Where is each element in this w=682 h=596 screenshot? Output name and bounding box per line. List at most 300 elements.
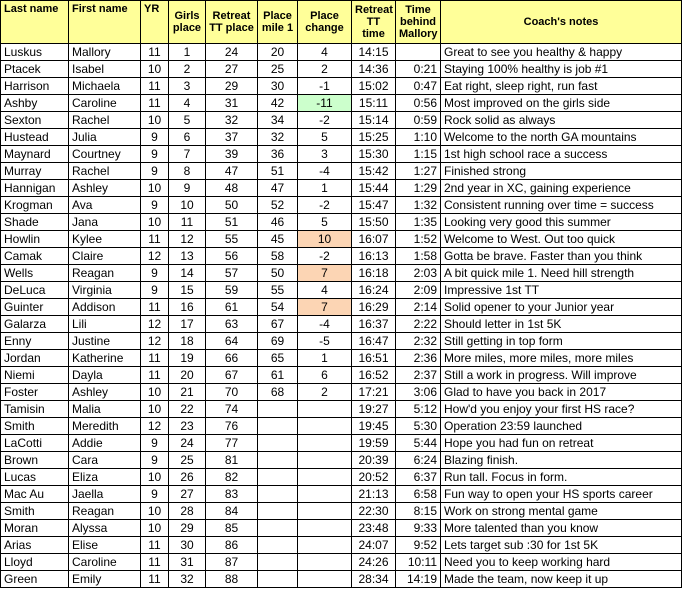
cell-yr: 11 bbox=[141, 571, 169, 588]
cell-last-name: Mac Au bbox=[1, 486, 69, 503]
cell-first-name: Addison bbox=[69, 299, 141, 316]
cell-yr: 9 bbox=[141, 146, 169, 163]
cell-girls-place: 13 bbox=[169, 248, 206, 265]
cell-yr: 11 bbox=[141, 554, 169, 571]
table-row bbox=[1, 231, 682, 248]
cell-girls-place: 21 bbox=[169, 384, 206, 401]
cell-yr: 10 bbox=[141, 401, 169, 418]
cell-first-name: Reagan bbox=[69, 503, 141, 520]
cell-place-change: 4 bbox=[298, 282, 352, 299]
cell-coach-notes: Operation 23:59 launched bbox=[441, 418, 682, 435]
cell-place-mile-1 bbox=[258, 401, 298, 418]
cell-time-behind: 1:29 bbox=[396, 180, 441, 197]
cell-place-change: 1 bbox=[298, 350, 352, 367]
cell-first-name: Cara bbox=[69, 452, 141, 469]
cell-first-name: Julia bbox=[69, 129, 141, 146]
cell-time-behind: 2:36 bbox=[396, 350, 441, 367]
cell-retreat-tt-time: 15:42 bbox=[352, 163, 396, 180]
cell-place-mile-1: 65 bbox=[258, 350, 298, 367]
cell-yr: 9 bbox=[141, 265, 169, 282]
cell-coach-notes: Work on strong mental game bbox=[441, 503, 682, 520]
cell-retreat-tt-place: 31 bbox=[206, 95, 258, 112]
cell-coach-notes: Hope you had fun on retreat bbox=[441, 435, 682, 452]
cell-time-behind: 1:35 bbox=[396, 214, 441, 231]
cell-time-behind: 1:27 bbox=[396, 163, 441, 180]
cell-last-name: Harrison bbox=[1, 78, 69, 95]
cell-last-name: Shade bbox=[1, 214, 69, 231]
cell-place-change: -4 bbox=[298, 316, 352, 333]
cell-first-name: Elise bbox=[69, 537, 141, 554]
cell-retreat-tt-place: 64 bbox=[206, 333, 258, 350]
table-row bbox=[1, 180, 682, 197]
cell-last-name: Brown bbox=[1, 452, 69, 469]
cell-coach-notes: Blazing finish. bbox=[441, 452, 682, 469]
cell-place-change bbox=[298, 418, 352, 435]
cell-place-mile-1: 51 bbox=[258, 163, 298, 180]
cell-yr: 11 bbox=[141, 367, 169, 384]
cell-yr: 11 bbox=[141, 231, 169, 248]
cell-girls-place: 31 bbox=[169, 554, 206, 571]
header-place-change: Place change bbox=[298, 1, 352, 44]
cell-girls-place: 3 bbox=[169, 78, 206, 95]
cell-coach-notes: Should letter in 1st 5K bbox=[441, 316, 682, 333]
header-retreat-tt-place: Retreat TT place bbox=[206, 1, 258, 44]
cell-yr: 9 bbox=[141, 129, 169, 146]
cell-place-change bbox=[298, 537, 352, 554]
cell-first-name: Jaella bbox=[69, 486, 141, 503]
cell-yr: 9 bbox=[141, 163, 169, 180]
table-row bbox=[1, 146, 682, 163]
cell-last-name: Guinter bbox=[1, 299, 69, 316]
cell-retreat-tt-time: 16:07 bbox=[352, 231, 396, 248]
cell-last-name: Arias bbox=[1, 537, 69, 554]
cell-yr: 12 bbox=[141, 333, 169, 350]
cell-yr: 9 bbox=[141, 486, 169, 503]
cell-place-change bbox=[298, 520, 352, 537]
cell-yr: 10 bbox=[141, 180, 169, 197]
cell-first-name: Caroline bbox=[69, 554, 141, 571]
cell-girls-place: 20 bbox=[169, 367, 206, 384]
cell-retreat-tt-time: 24:07 bbox=[352, 537, 396, 554]
cell-time-behind: 2:37 bbox=[396, 367, 441, 384]
cell-place-mile-1: 55 bbox=[258, 282, 298, 299]
header-place-mile-1: Place mile 1 bbox=[258, 1, 298, 44]
cell-yr: 10 bbox=[141, 61, 169, 78]
cell-girls-place: 24 bbox=[169, 435, 206, 452]
cell-retreat-tt-place: 81 bbox=[206, 452, 258, 469]
cell-retreat-tt-place: 59 bbox=[206, 282, 258, 299]
cell-retreat-tt-place: 61 bbox=[206, 299, 258, 316]
header-time-behind: Time behind Mallory bbox=[396, 1, 441, 44]
cell-coach-notes: Still a work in progress. Will improve bbox=[441, 367, 682, 384]
cell-last-name: Wells bbox=[1, 265, 69, 282]
cell-place-change bbox=[298, 554, 352, 571]
cell-retreat-tt-time: 16:51 bbox=[352, 350, 396, 367]
cell-first-name: Mallory bbox=[69, 44, 141, 61]
cell-retreat-tt-time: 15:44 bbox=[352, 180, 396, 197]
cell-girls-place: 14 bbox=[169, 265, 206, 282]
cell-place-mile-1: 67 bbox=[258, 316, 298, 333]
cell-retreat-tt-time: 21:13 bbox=[352, 486, 396, 503]
cell-place-mile-1: 45 bbox=[258, 231, 298, 248]
cell-yr: 9 bbox=[141, 435, 169, 452]
cell-place-change: 10 bbox=[298, 231, 352, 248]
cell-girls-place: 12 bbox=[169, 231, 206, 248]
table-row bbox=[1, 350, 682, 367]
table-row bbox=[1, 435, 682, 452]
cell-last-name: Ashby bbox=[1, 95, 69, 112]
cell-yr: 10 bbox=[141, 214, 169, 231]
cell-yr: 11 bbox=[141, 299, 169, 316]
cell-yr: 11 bbox=[141, 537, 169, 554]
cell-girls-place: 7 bbox=[169, 146, 206, 163]
cell-place-change bbox=[298, 486, 352, 503]
cell-coach-notes: Fun way to open your HS sports career bbox=[441, 486, 682, 503]
cell-girls-place: 19 bbox=[169, 350, 206, 367]
cell-time-behind: 5:30 bbox=[396, 418, 441, 435]
cell-girls-place: 9 bbox=[169, 180, 206, 197]
cell-yr: 9 bbox=[141, 197, 169, 214]
cell-yr: 12 bbox=[141, 248, 169, 265]
cell-retreat-tt-time: 15:50 bbox=[352, 214, 396, 231]
cell-yr: 12 bbox=[141, 418, 169, 435]
cell-place-change: 5 bbox=[298, 214, 352, 231]
cell-retreat-tt-place: 82 bbox=[206, 469, 258, 486]
cell-first-name: Eliza bbox=[69, 469, 141, 486]
table-row bbox=[1, 163, 682, 180]
cell-time-behind: 1:15 bbox=[396, 146, 441, 163]
cell-retreat-tt-place: 66 bbox=[206, 350, 258, 367]
cell-girls-place: 15 bbox=[169, 282, 206, 299]
cell-first-name: Courtney bbox=[69, 146, 141, 163]
cell-retreat-tt-place: 39 bbox=[206, 146, 258, 163]
cell-place-change: -1 bbox=[298, 78, 352, 95]
cell-time-behind: 14:19 bbox=[396, 571, 441, 588]
cell-last-name: Lucas bbox=[1, 469, 69, 486]
cell-retreat-tt-place: 77 bbox=[206, 435, 258, 452]
cell-place-change: 7 bbox=[298, 265, 352, 282]
cell-last-name: Tamisin bbox=[1, 401, 69, 418]
table-row bbox=[1, 299, 682, 316]
cell-place-mile-1 bbox=[258, 554, 298, 571]
cell-last-name: Camak bbox=[1, 248, 69, 265]
cell-coach-notes: Welcome to West. Out too quick bbox=[441, 231, 682, 248]
cell-girls-place: 1 bbox=[169, 44, 206, 61]
cell-place-mile-1 bbox=[258, 418, 298, 435]
cell-first-name: Addie bbox=[69, 435, 141, 452]
cell-coach-notes: Staying 100% healthy is job #1 bbox=[441, 61, 682, 78]
cell-first-name: Rachel bbox=[69, 163, 141, 180]
cell-coach-notes: 2nd year in XC, gaining experience bbox=[441, 180, 682, 197]
cell-retreat-tt-time: 16:24 bbox=[352, 282, 396, 299]
cell-last-name: Green bbox=[1, 571, 69, 588]
cell-place-mile-1: 25 bbox=[258, 61, 298, 78]
cell-retreat-tt-place: 47 bbox=[206, 163, 258, 180]
cell-girls-place: 30 bbox=[169, 537, 206, 554]
cell-place-mile-1: 61 bbox=[258, 367, 298, 384]
cell-last-name: Moran bbox=[1, 520, 69, 537]
cell-place-mile-1: 69 bbox=[258, 333, 298, 350]
cell-coach-notes: More talented than you know bbox=[441, 520, 682, 537]
cell-time-behind: 8:15 bbox=[396, 503, 441, 520]
cell-coach-notes: Run tall. Focus in form. bbox=[441, 469, 682, 486]
cell-retreat-tt-place: 86 bbox=[206, 537, 258, 554]
cell-place-mile-1 bbox=[258, 503, 298, 520]
cell-first-name: Virginia bbox=[69, 282, 141, 299]
cell-time-behind: 3:06 bbox=[396, 384, 441, 401]
cell-retreat-tt-time: 15:14 bbox=[352, 112, 396, 129]
cell-retreat-tt-time: 16:29 bbox=[352, 299, 396, 316]
cell-last-name: Luskus bbox=[1, 44, 69, 61]
cell-place-mile-1 bbox=[258, 537, 298, 554]
cell-coach-notes: Need you to keep working hard bbox=[441, 554, 682, 571]
cell-yr: 10 bbox=[141, 384, 169, 401]
cell-place-mile-1 bbox=[258, 435, 298, 452]
cell-first-name: Kylee bbox=[69, 231, 141, 248]
cell-place-change: 5 bbox=[298, 129, 352, 146]
cell-girls-place: 29 bbox=[169, 520, 206, 537]
cell-time-behind: 2:32 bbox=[396, 333, 441, 350]
cell-place-change: -2 bbox=[298, 197, 352, 214]
cell-coach-notes: Rock solid as always bbox=[441, 112, 682, 129]
cell-girls-place: 23 bbox=[169, 418, 206, 435]
cell-retreat-tt-time: 15:25 bbox=[352, 129, 396, 146]
cell-last-name: Howlin bbox=[1, 231, 69, 248]
cell-place-change: 2 bbox=[298, 61, 352, 78]
cell-retreat-tt-place: 63 bbox=[206, 316, 258, 333]
cell-time-behind: 6:58 bbox=[396, 486, 441, 503]
cell-retreat-tt-time: 16:52 bbox=[352, 367, 396, 384]
cell-yr: 11 bbox=[141, 95, 169, 112]
cell-time-behind: 6:24 bbox=[396, 452, 441, 469]
table-row bbox=[1, 265, 682, 282]
cell-coach-notes: Most improved on the girls side bbox=[441, 95, 682, 112]
cell-last-name: Foster bbox=[1, 384, 69, 401]
cell-retreat-tt-time: 20:39 bbox=[352, 452, 396, 469]
cell-place-mile-1: 54 bbox=[258, 299, 298, 316]
cell-yr: 10 bbox=[141, 112, 169, 129]
cell-retreat-tt-time: 23:48 bbox=[352, 520, 396, 537]
header-row bbox=[1, 1, 682, 44]
cell-time-behind: 0:59 bbox=[396, 112, 441, 129]
cell-last-name: Murray bbox=[1, 163, 69, 180]
cell-retreat-tt-time: 15:47 bbox=[352, 197, 396, 214]
cell-time-behind: 1:10 bbox=[396, 129, 441, 146]
cell-place-change: -2 bbox=[298, 112, 352, 129]
cell-place-mile-1: 47 bbox=[258, 180, 298, 197]
table-row bbox=[1, 469, 682, 486]
cell-retreat-tt-time: 16:18 bbox=[352, 265, 396, 282]
table-row bbox=[1, 129, 682, 146]
cell-retreat-tt-place: 56 bbox=[206, 248, 258, 265]
table-row bbox=[1, 44, 682, 61]
cell-time-behind: 5:12 bbox=[396, 401, 441, 418]
cell-place-change bbox=[298, 452, 352, 469]
table-row bbox=[1, 520, 682, 537]
cell-place-change: -4 bbox=[298, 163, 352, 180]
cell-place-change: 6 bbox=[298, 367, 352, 384]
cell-time-behind: 2:03 bbox=[396, 265, 441, 282]
cell-place-change: -5 bbox=[298, 333, 352, 350]
cell-time-behind: 9:52 bbox=[396, 537, 441, 554]
cell-coach-notes: More miles, more miles, more miles bbox=[441, 350, 682, 367]
cell-yr: 10 bbox=[141, 520, 169, 537]
cell-place-mile-1 bbox=[258, 520, 298, 537]
results-body bbox=[1, 44, 682, 588]
cell-retreat-tt-place: 70 bbox=[206, 384, 258, 401]
cell-retreat-tt-place: 57 bbox=[206, 265, 258, 282]
cell-retreat-tt-time: 15:30 bbox=[352, 146, 396, 163]
cell-first-name: Caroline bbox=[69, 95, 141, 112]
cell-retreat-tt-time: 28:34 bbox=[352, 571, 396, 588]
cell-yr: 10 bbox=[141, 503, 169, 520]
cell-yr: 10 bbox=[141, 469, 169, 486]
cell-yr: 11 bbox=[141, 350, 169, 367]
cell-place-change: 1 bbox=[298, 180, 352, 197]
cell-place-mile-1: 50 bbox=[258, 265, 298, 282]
cell-coach-notes: Finished strong bbox=[441, 163, 682, 180]
cell-first-name: Ashley bbox=[69, 384, 141, 401]
cell-retreat-tt-time: 15:02 bbox=[352, 78, 396, 95]
cell-coach-notes: Looking very good this summer bbox=[441, 214, 682, 231]
cell-place-mile-1: 68 bbox=[258, 384, 298, 401]
cell-coach-notes: A bit quick mile 1. Need hill strength bbox=[441, 265, 682, 282]
cell-retreat-tt-place: 50 bbox=[206, 197, 258, 214]
cell-last-name: Lloyd bbox=[1, 554, 69, 571]
cell-time-behind: 2:22 bbox=[396, 316, 441, 333]
cell-last-name: Smith bbox=[1, 503, 69, 520]
cell-retreat-tt-time: 15:11 bbox=[352, 95, 396, 112]
table-row bbox=[1, 503, 682, 520]
cell-retreat-tt-place: 84 bbox=[206, 503, 258, 520]
cell-retreat-tt-place: 83 bbox=[206, 486, 258, 503]
header-yr: YR bbox=[141, 1, 169, 44]
cell-first-name: Alyssa bbox=[69, 520, 141, 537]
cell-retreat-tt-time: 16:37 bbox=[352, 316, 396, 333]
cell-first-name: Jana bbox=[69, 214, 141, 231]
cell-last-name: Krogman bbox=[1, 197, 69, 214]
cell-first-name: Katherine bbox=[69, 350, 141, 367]
cell-place-change: 4 bbox=[298, 44, 352, 61]
cell-coach-notes: How'd you enjoy your first HS race? bbox=[441, 401, 682, 418]
cell-time-behind: 2:09 bbox=[396, 282, 441, 299]
cell-place-mile-1: 20 bbox=[258, 44, 298, 61]
cell-girls-place: 17 bbox=[169, 316, 206, 333]
cell-girls-place: 2 bbox=[169, 61, 206, 78]
header-first-name: First name bbox=[69, 1, 141, 44]
cell-yr: 9 bbox=[141, 282, 169, 299]
cell-coach-notes: Gotta be brave. Faster than you think bbox=[441, 248, 682, 265]
cell-place-mile-1 bbox=[258, 452, 298, 469]
cell-time-behind: 1:58 bbox=[396, 248, 441, 265]
cell-retreat-tt-place: 85 bbox=[206, 520, 258, 537]
cell-retreat-tt-time: 14:36 bbox=[352, 61, 396, 78]
cell-last-name: Galarza bbox=[1, 316, 69, 333]
cell-place-mile-1: 30 bbox=[258, 78, 298, 95]
cell-retreat-tt-time: 17:21 bbox=[352, 384, 396, 401]
cell-coach-notes: Glad to have you back in 2017 bbox=[441, 384, 682, 401]
cell-girls-place: 11 bbox=[169, 214, 206, 231]
cell-place-mile-1: 32 bbox=[258, 129, 298, 146]
cell-retreat-tt-place: 55 bbox=[206, 231, 258, 248]
cell-place-change bbox=[298, 571, 352, 588]
cell-place-change bbox=[298, 435, 352, 452]
cell-yr: 11 bbox=[141, 44, 169, 61]
cell-place-change: 3 bbox=[298, 146, 352, 163]
cell-last-name: Niemi bbox=[1, 367, 69, 384]
cell-retreat-tt-time: 14:15 bbox=[352, 44, 396, 61]
cell-place-change: -11 bbox=[298, 95, 352, 112]
cell-coach-notes: Solid opener to your Junior year bbox=[441, 299, 682, 316]
cell-place-mile-1: 52 bbox=[258, 197, 298, 214]
cell-retreat-tt-time: 22:30 bbox=[352, 503, 396, 520]
table-row bbox=[1, 384, 682, 401]
table-row bbox=[1, 112, 682, 129]
cell-coach-notes: Welcome to the north GA mountains bbox=[441, 129, 682, 146]
cell-last-name: Jordan bbox=[1, 350, 69, 367]
cell-time-behind bbox=[396, 44, 441, 61]
cell-first-name: Michaela bbox=[69, 78, 141, 95]
cell-retreat-tt-time: 20:52 bbox=[352, 469, 396, 486]
cell-coach-notes: Impressive 1st TT bbox=[441, 282, 682, 299]
table-row bbox=[1, 367, 682, 384]
cell-first-name: Isabel bbox=[69, 61, 141, 78]
cell-retreat-tt-time: 19:27 bbox=[352, 401, 396, 418]
cell-time-behind: 0:47 bbox=[396, 78, 441, 95]
cell-place-change bbox=[298, 503, 352, 520]
cell-first-name: Emily bbox=[69, 571, 141, 588]
table-row bbox=[1, 554, 682, 571]
cell-girls-place: 8 bbox=[169, 163, 206, 180]
cell-retreat-tt-place: 27 bbox=[206, 61, 258, 78]
cell-yr: 11 bbox=[141, 78, 169, 95]
cell-last-name: DeLuca bbox=[1, 282, 69, 299]
cell-retreat-tt-place: 51 bbox=[206, 214, 258, 231]
cell-time-behind: 0:21 bbox=[396, 61, 441, 78]
cell-coach-notes: Consistent running over time = success bbox=[441, 197, 682, 214]
cell-place-mile-1: 46 bbox=[258, 214, 298, 231]
cell-girls-place: 27 bbox=[169, 486, 206, 503]
cell-first-name: Ava bbox=[69, 197, 141, 214]
cell-retreat-tt-place: 87 bbox=[206, 554, 258, 571]
cell-place-change bbox=[298, 469, 352, 486]
cell-girls-place: 18 bbox=[169, 333, 206, 350]
cell-last-name: Hannigan bbox=[1, 180, 69, 197]
cell-coach-notes: Great to see you healthy & happy bbox=[441, 44, 682, 61]
cell-girls-place: 22 bbox=[169, 401, 206, 418]
table-row bbox=[1, 95, 682, 112]
cell-retreat-tt-time: 19:45 bbox=[352, 418, 396, 435]
table-row bbox=[1, 418, 682, 435]
cell-time-behind: 6:37 bbox=[396, 469, 441, 486]
cell-place-mile-1 bbox=[258, 571, 298, 588]
cell-place-change: 2 bbox=[298, 384, 352, 401]
cell-coach-notes: 1st high school race a success bbox=[441, 146, 682, 163]
cell-retreat-tt-place: 67 bbox=[206, 367, 258, 384]
cell-last-name: Smith bbox=[1, 418, 69, 435]
table-row bbox=[1, 333, 682, 350]
cell-retreat-tt-place: 76 bbox=[206, 418, 258, 435]
header-retreat-tt-time: Retreat TT time bbox=[352, 1, 396, 44]
header-girls-place: Girls place bbox=[169, 1, 206, 44]
cell-last-name: Maynard bbox=[1, 146, 69, 163]
cell-place-mile-1: 36 bbox=[258, 146, 298, 163]
cell-retreat-tt-place: 88 bbox=[206, 571, 258, 588]
cell-first-name: Dayla bbox=[69, 367, 141, 384]
cell-girls-place: 25 bbox=[169, 452, 206, 469]
cell-retreat-tt-place: 32 bbox=[206, 112, 258, 129]
cell-time-behind: 2:14 bbox=[396, 299, 441, 316]
